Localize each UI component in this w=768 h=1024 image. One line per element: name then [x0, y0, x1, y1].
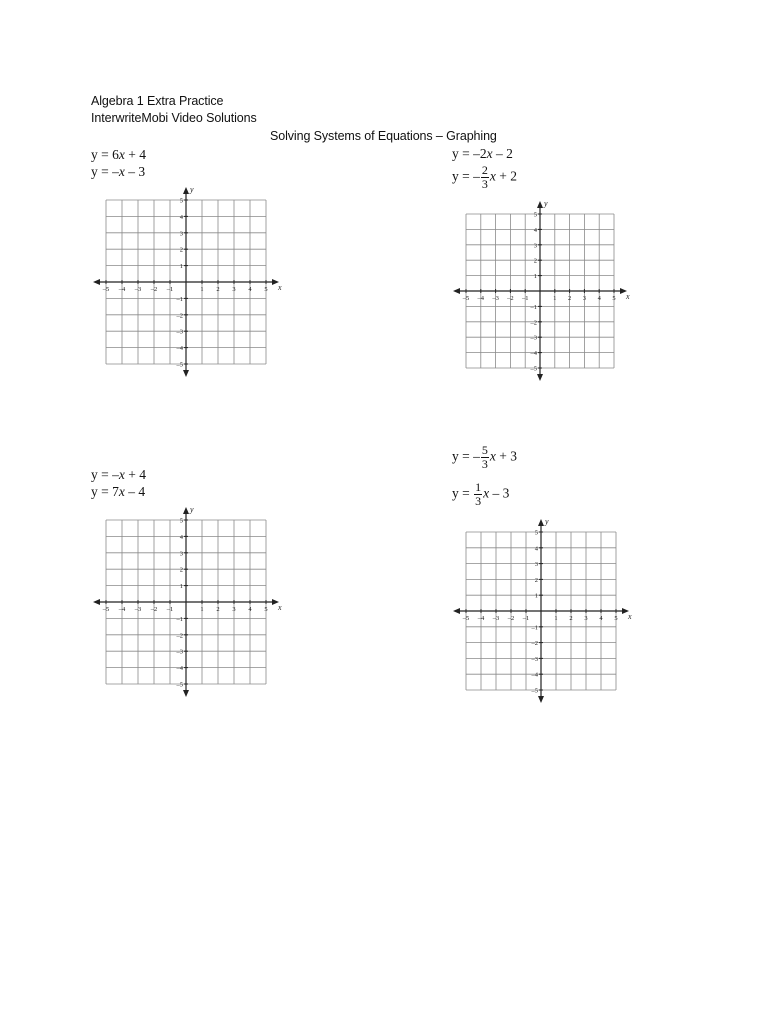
y-tick-label: 4 — [179, 533, 183, 541]
y-tick-label: 5 — [179, 197, 183, 205]
y-tick-label: 1 — [534, 592, 538, 600]
x-tick-label: 2 — [216, 286, 220, 293]
y-tick-label: –1 — [530, 303, 537, 311]
y-tick-label: –3 — [176, 328, 183, 336]
x-tick-label: 5 — [264, 606, 268, 613]
y-axis-top-arrow — [538, 519, 544, 526]
y-tick-label: –4 — [531, 671, 538, 679]
y-tick-label: –3 — [176, 648, 183, 656]
x-tick-label: 4 — [597, 295, 601, 302]
y-tick-label: –2 — [531, 640, 538, 648]
y-tick-label: –4 — [176, 665, 183, 673]
x-axis-left-arrow — [453, 608, 460, 614]
y-tick-label: –2 — [530, 319, 537, 327]
y-tick-label: 5 — [534, 529, 538, 537]
y-tick-label: 4 — [533, 226, 537, 234]
worksheet-title: Solving Systems of Equations – Graphing — [270, 129, 497, 143]
x-axis-label: x — [278, 283, 282, 292]
x-tick-label: –5 — [462, 615, 470, 622]
x-tick-label: –2 — [507, 615, 515, 622]
x-tick-label: –3 — [134, 606, 142, 613]
x-tick-label: –1 — [522, 615, 530, 622]
y-tick-label: –5 — [530, 365, 537, 373]
x-tick-label: 4 — [248, 286, 252, 293]
y-tick-label: –1 — [531, 624, 538, 632]
y-tick-label: 2 — [179, 566, 183, 574]
coordinate-grid-1[interactable] — [90, 184, 280, 376]
y-tick-label: 3 — [533, 242, 537, 250]
x-tick-label: 3 — [584, 615, 588, 622]
y-tick-label: –2 — [176, 312, 183, 320]
x-tick-label: –2 — [150, 606, 158, 613]
equation-1b: y = –x – 3 — [91, 164, 146, 179]
equation-3a: y = –x + 4 — [91, 467, 146, 482]
y-tick-label: –3 — [530, 334, 537, 342]
equation-1a: y = 6x + 4 — [91, 147, 146, 162]
x-tick-label: –3 — [492, 615, 500, 622]
y-axis-bottom-arrow — [537, 374, 543, 381]
x-tick-label: 2 — [216, 606, 220, 613]
y-tick-label: 3 — [179, 230, 183, 238]
equation-3b: y = 7x – 4 — [91, 484, 146, 499]
x-tick-label: –2 — [150, 286, 158, 293]
y-tick-label: –5 — [531, 687, 538, 695]
x-tick-label: 1 — [200, 286, 204, 293]
x-tick-label: 2 — [569, 615, 573, 622]
y-tick-label: –3 — [531, 655, 538, 663]
y-axis-bottom-arrow — [538, 696, 544, 703]
y-tick-label: 1 — [533, 273, 537, 281]
y-tick-label: 3 — [534, 561, 538, 569]
y-tick-label: –1 — [176, 615, 183, 623]
x-tick-label: 1 — [554, 615, 558, 622]
x-tick-label: 3 — [232, 286, 236, 293]
x-tick-label: 5 — [614, 615, 618, 622]
y-tick-label: 5 — [533, 211, 537, 219]
x-tick-label: 4 — [248, 606, 252, 613]
x-tick-label: –5 — [102, 286, 110, 293]
coordinate-grid-3[interactable] — [90, 506, 280, 698]
y-tick-label: 3 — [179, 550, 183, 558]
coordinate-grid-4[interactable] — [452, 518, 632, 708]
x-tick-label: 2 — [567, 295, 572, 302]
x-tick-label: –5 — [102, 606, 110, 613]
y-axis-top-arrow — [183, 507, 189, 514]
equation-2a: y = –2x – 2 — [452, 146, 513, 161]
y-tick-label: –1 — [176, 295, 183, 303]
y-tick-label: –5 — [176, 361, 183, 369]
y-axis-label: y — [544, 199, 548, 208]
x-axis-left-arrow — [453, 288, 460, 294]
y-axis-top-arrow — [183, 187, 189, 194]
y-axis-bottom-arrow — [183, 690, 189, 697]
course-title: Algebra 1 Extra Practice — [91, 94, 224, 108]
x-axis-label: x — [628, 612, 632, 621]
y-axis-label: y — [190, 185, 194, 194]
y-tick-label: 1 — [179, 263, 183, 271]
coordinate-grid-2[interactable] — [452, 199, 630, 392]
y-axis-top-arrow — [537, 201, 543, 208]
x-tick-label: –4 — [477, 295, 485, 302]
x-axis-left-arrow — [93, 279, 100, 285]
x-tick-label: 5 — [264, 286, 268, 293]
y-tick-label: –5 — [176, 681, 183, 689]
x-tick-label: 1 — [200, 606, 204, 613]
y-tick-label: 2 — [533, 257, 537, 265]
y-tick-label: 2 — [534, 576, 538, 584]
x-tick-label: –5 — [462, 295, 470, 302]
x-axis-left-arrow — [93, 599, 100, 605]
x-tick-label: 3 — [582, 295, 587, 302]
x-tick-label: –2 — [507, 295, 514, 302]
x-tick-label: –1 — [521, 295, 529, 302]
x-tick-label: –3 — [492, 295, 499, 302]
equation-4b: y = $\frac{1}{3}$ x – 3 — [452, 480, 510, 508]
x-tick-label: –3 — [134, 286, 142, 293]
x-tick-label: –4 — [477, 615, 485, 622]
x-tick-label: –4 — [118, 606, 126, 613]
equation-4a: y = – $\frac{5}{3}$ x + 3 — [452, 443, 517, 471]
x-tick-label: –1 — [166, 286, 174, 293]
y-tick-label: 1 — [179, 583, 183, 591]
x-tick-label: 4 — [599, 615, 603, 622]
x-tick-label: 1 — [553, 295, 557, 302]
y-axis-label: y — [545, 517, 549, 526]
y-tick-label: 5 — [179, 517, 183, 525]
x-tick-label: –1 — [166, 606, 174, 613]
x-axis-label: x — [626, 292, 630, 301]
y-tick-label: –2 — [176, 632, 183, 640]
y-tick-label: –4 — [176, 345, 183, 353]
y-tick-label: 4 — [179, 213, 183, 221]
x-tick-label: 3 — [232, 606, 236, 613]
x-axis-label: x — [278, 603, 282, 612]
equation-2b: y = – $\frac{2}{3}$ x + 2 — [452, 163, 517, 191]
y-axis-bottom-arrow — [183, 370, 189, 377]
x-tick-label: –4 — [118, 286, 126, 293]
x-tick-label: 5 — [612, 295, 616, 302]
y-tick-label: 4 — [534, 545, 538, 553]
y-tick-label: 2 — [179, 246, 183, 254]
y-tick-label: –4 — [530, 350, 537, 358]
subtitle: InterwriteMobi Video Solutions — [91, 111, 257, 125]
y-axis-label: y — [190, 505, 194, 514]
